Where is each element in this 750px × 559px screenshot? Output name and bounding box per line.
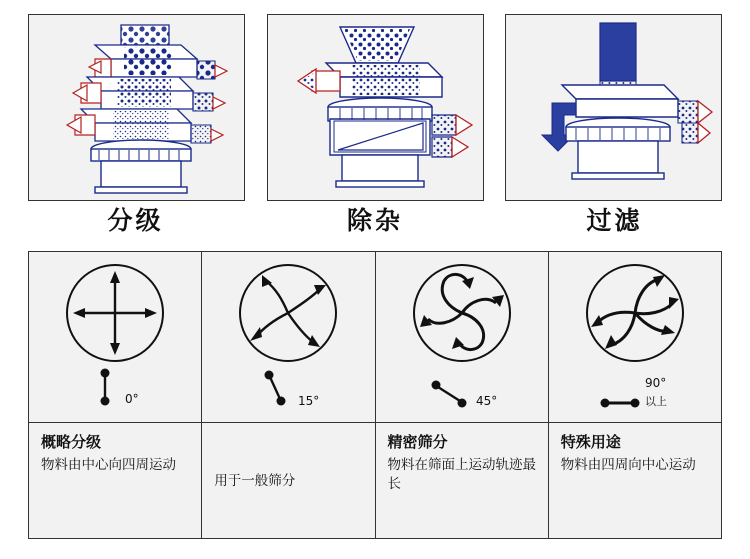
screen-filtration-icon: [506, 15, 721, 200]
application-illustration-filtration: [505, 14, 722, 201]
phase-angle-icons-row: [29, 252, 721, 423]
phase-angle-description-90: [549, 423, 721, 538]
description-text-45: 物料在筛面上运动轨迹最长: [387, 456, 536, 493]
phase-angle-cell-15: [202, 252, 375, 422]
angle-label-90: 90°: [644, 376, 667, 390]
angle-label-90-second: 以上: [644, 395, 667, 408]
description-text-0: 物料由中心向四周运动: [41, 456, 176, 473]
phase-angle-cell-45: [376, 252, 549, 422]
angle-label-0: 0°: [125, 392, 139, 406]
phase-angle-descriptions-row: [29, 423, 721, 538]
description-title-90: 特殊用途: [560, 433, 621, 451]
phase-angle-description-45: [376, 423, 549, 538]
description-title-45: 精密筛分: [387, 433, 448, 451]
spiral-trajectory-90-icon: [549, 253, 721, 421]
phase-angle-cell-0: [29, 252, 202, 422]
phase-angle-table: [28, 251, 722, 539]
application-illustration-impurity-removal: [267, 14, 484, 201]
phase-angle-description-0: [29, 423, 202, 538]
description-text-15: 用于一般筛分: [214, 472, 296, 489]
application-illustration-grading: [28, 14, 245, 201]
phase-angle-description-15: [202, 423, 375, 538]
description-text-90: 物料由四周向中心运动: [560, 456, 696, 473]
angle-label-45: 45°: [475, 394, 497, 408]
application-label-impurity-removal: 除杂: [346, 206, 403, 235]
cross-straight-trajectory-icon: [29, 253, 201, 421]
angle-label-15: 15°: [298, 394, 320, 408]
application-label-filtration: 过滤: [586, 206, 643, 235]
application-labels-row: [28, 201, 722, 243]
application-illustrations-row: [28, 14, 722, 199]
screen-impurity-removal-icon: [268, 15, 483, 200]
application-label-grading: 分级: [107, 206, 164, 235]
phase-angle-cell-90: [549, 252, 721, 422]
description-title-0: 概略分级: [41, 433, 102, 451]
spiral-trajectory-45-icon: [376, 253, 548, 421]
curved-trajectory-15-icon: [202, 253, 374, 421]
multi-deck-screen-grading-icon: [29, 15, 244, 200]
